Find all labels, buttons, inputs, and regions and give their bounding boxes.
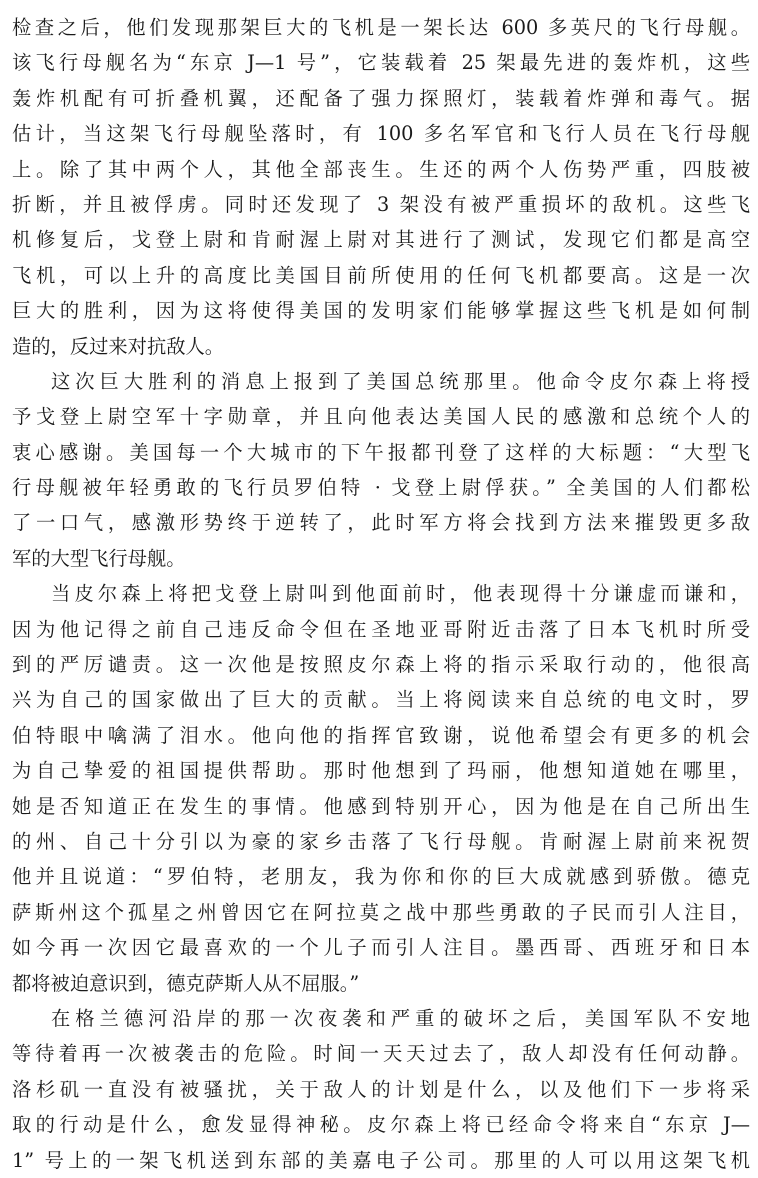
text-line: 在格兰德河沿岸的那一次夜袭和严重的破坏之后，美国军队不安地 <box>51 1006 750 1030</box>
paragraph-2 <box>12 364 750 576</box>
text-line: 1” 号上的一架飞机送到东部的美嘉电子公司。那里的人可以用这架飞机 <box>12 1148 750 1172</box>
text-line: 估计，当这架飞行母舰坠落时，有 100 多名军官和飞行人员在飞行母舰 <box>12 122 750 146</box>
text-line: 机修复后，戈登上尉和肯耐渥上尉对其进行了测试，发现它们都是高空 <box>12 228 750 252</box>
text-line: 该飞行母舰名为“东京 J—1 号”，它装载着 25 架最先进的轰炸机，这些 <box>12 51 750 75</box>
text-line: 等待着再一次被袭击的危险。时间一天天过去了，敌人却没有任何动静。 <box>12 1042 750 1066</box>
text-line: 她是否知道正在发生的事情。他感到特别开心，因为他是在自己所出生 <box>12 794 750 818</box>
text-line: 巨大的胜利，因为这将使得美国的发明家们能够掌握这些飞机是如何制 <box>12 299 750 323</box>
text-line: 军的大型飞行母舰。 <box>12 546 186 570</box>
text-line: 洛杉矶一直没有被骚扰，关于敌人的计划是什么，以及他们下一步将采 <box>12 1077 750 1101</box>
document-page <box>12 10 750 1178</box>
text-line: 衷心感谢。美国每一个大城市的下午报都刊登了这样的大标题：“大型飞 <box>12 440 750 464</box>
text-line: 行母舰被年轻勇敢的飞行员罗伯特 · 戈登上尉俘获。” 全美国的人们都松 <box>12 476 750 500</box>
text-line: 如今再一次因它最喜欢的一个儿子而引人注目。墨西哥、西班牙和日本 <box>12 936 750 960</box>
text-line: 飞机，可以上升的高度比美国目前所使用的任何飞机都要高。这是一次 <box>12 263 750 287</box>
text-line: 了一口气，感激形势终于逆转了，此时军方将会找到方法来摧毁更多敌 <box>12 511 750 535</box>
text-line: 兴为自己的国家做出了巨大的贡献。当上将阅读来自总统的电文时，罗 <box>12 688 750 712</box>
text-line: 因为他记得之前自己违反命令但在圣地亚哥附近击落了日本飞机时所受 <box>12 617 750 641</box>
text-line: 造的，反过来对抗敌人。 <box>12 334 225 358</box>
text-line: 都将被迫意识到，德克萨斯人从不屈服。” <box>12 971 360 995</box>
paragraph-1 <box>12 10 750 364</box>
text-line: 他并且说道：“罗伯特，老朋友，我为你和你的巨大成就感到骄傲。德克 <box>12 865 750 889</box>
text-line: 上。除了其中两个人，其他全部丧生。生还的两个人伤势严重，四肢被 <box>12 157 750 181</box>
text-line: 到的严厉谴责。这一次他是按照皮尔森上将的指示采取行动的，他很高 <box>12 653 750 677</box>
text-line: 取的行动是什么，愈发显得神秘。皮尔森上将已经命令将来自“东京 J— <box>12 1113 750 1137</box>
text-line: 当皮尔森上将把戈登上尉叫到他面前时，他表现得十分谦虚而谦和， <box>51 582 750 606</box>
paragraph-4 <box>12 1001 750 1178</box>
text-line: 为自己挚爱的祖国提供帮助。那时他想到了玛丽，他想知道她在哪里， <box>12 759 750 783</box>
text-line: 伯特眼中噙满了泪水。他向他的指挥官致谢，说他希望会有更多的机会 <box>12 723 750 747</box>
text-line: 轰炸机配有可折叠机翼，还配备了强力探照灯，装载着炸弹和毒气。据 <box>12 86 750 110</box>
text-line: 予戈登上尉空军十字勋章，并且向他表达美国人民的感激和总统个人的 <box>12 405 750 429</box>
paragraph-3 <box>12 576 750 1001</box>
text-line: 的州、自己十分引以为豪的家乡击落了飞行母舰。肯耐渥上尉前来祝贺 <box>12 829 750 853</box>
text-line: 检查之后，他们发现那架巨大的飞机是一架长达 600 多英尺的飞行母舰。 <box>12 16 750 39</box>
text-line: 折断，并且被俘虏。同时还发现了 3 架没有被严重损坏的敌机。这些飞 <box>12 192 750 216</box>
text-line: 这次巨大胜利的消息上报到了美国总统那里。他命令皮尔森上将授 <box>51 369 750 393</box>
text-line: 萨斯州这个孤星之州曾因它在阿拉莫之战中那些勇敢的子民而引人注目， <box>12 900 750 924</box>
